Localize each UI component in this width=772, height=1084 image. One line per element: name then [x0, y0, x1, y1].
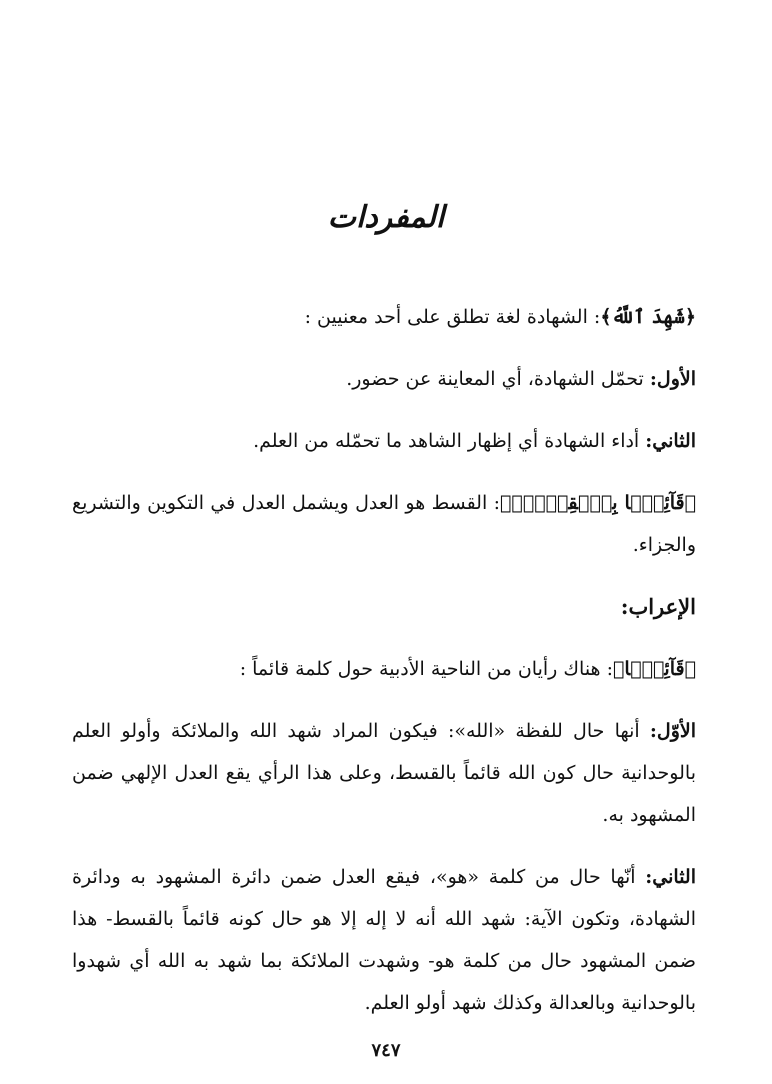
opinion-text: أنّها حال من كلمة «هو»، فيقع العدل ضمن دائرة المشهود به ودائرة الشهادة، وتكون الآية: شهد الله أنه لا إله إلا هو حال كونه قائماً بالقسط- هذا ضمن المشهود حال من كلمة هو- وشهدت الملائكة بما شهد به الله أي شهدوا بالوحدانية وبالعدالة وكذلك شهد أولو العلم.: [72, 866, 696, 1014]
page-number: ٧٤٧: [371, 1040, 401, 1061]
meaning-text: تحمّل الشهادة، أي المعاينة عن حضور.: [346, 368, 650, 390]
body-text: [72, 296, 696, 1044]
vocab-entry-qaiman: [72, 482, 696, 566]
grammar-intro: [72, 648, 696, 690]
meaning-text: أداء الشهادة أي إظهار الشاهد ما تحمّله من العلم.: [253, 430, 646, 452]
opinion-lead: الأوّل:: [649, 720, 696, 742]
meaning-lead: الثاني:: [645, 430, 696, 452]
section-title: المفردات: [327, 200, 445, 235]
grammar-intro-text: : هناك رأيان من الناحية الأدبية حول كلمة قائماً :: [239, 658, 614, 680]
quran-term: ﴿شَهِدَ ٱللَّهُ﴾: [600, 306, 696, 328]
quran-term: ﴿قَآئِمَۢا بِٱلۡقِسۡطِۚ﴾: [500, 492, 696, 514]
meaning-lead: الأول:: [649, 368, 696, 390]
meaning-second: [72, 420, 696, 462]
quran-term: ﴿قَآئِمَۢا﴾: [613, 658, 696, 680]
meaning-first: [72, 358, 696, 400]
opinion-lead: الثاني:: [645, 866, 696, 888]
vocab-entry-shahida: [72, 296, 696, 338]
term-separator: :: [487, 492, 501, 514]
vocab-definition: الشهادة لغة تطلق على أحد معنيين :: [304, 306, 588, 328]
vocab-definition: القسط هو العدل ويشمل العدل في التكوين والتشريع والجزاء.: [72, 492, 696, 556]
grammar-opinion-second: [72, 856, 696, 1024]
term-separator: :: [587, 306, 601, 328]
grammar-heading: الإعراب:: [620, 594, 696, 619]
opinion-text: أنها حال للفظة «الله»: فيكون المراد شهد الله والملائكة وأولو العلم بالوحدانية حال كون الله قائماً بالقسط، وعلى هذا الرأي يقع العدل الإلهي ضمن المشهود به.: [72, 720, 696, 826]
grammar-opinion-first: [72, 710, 696, 836]
